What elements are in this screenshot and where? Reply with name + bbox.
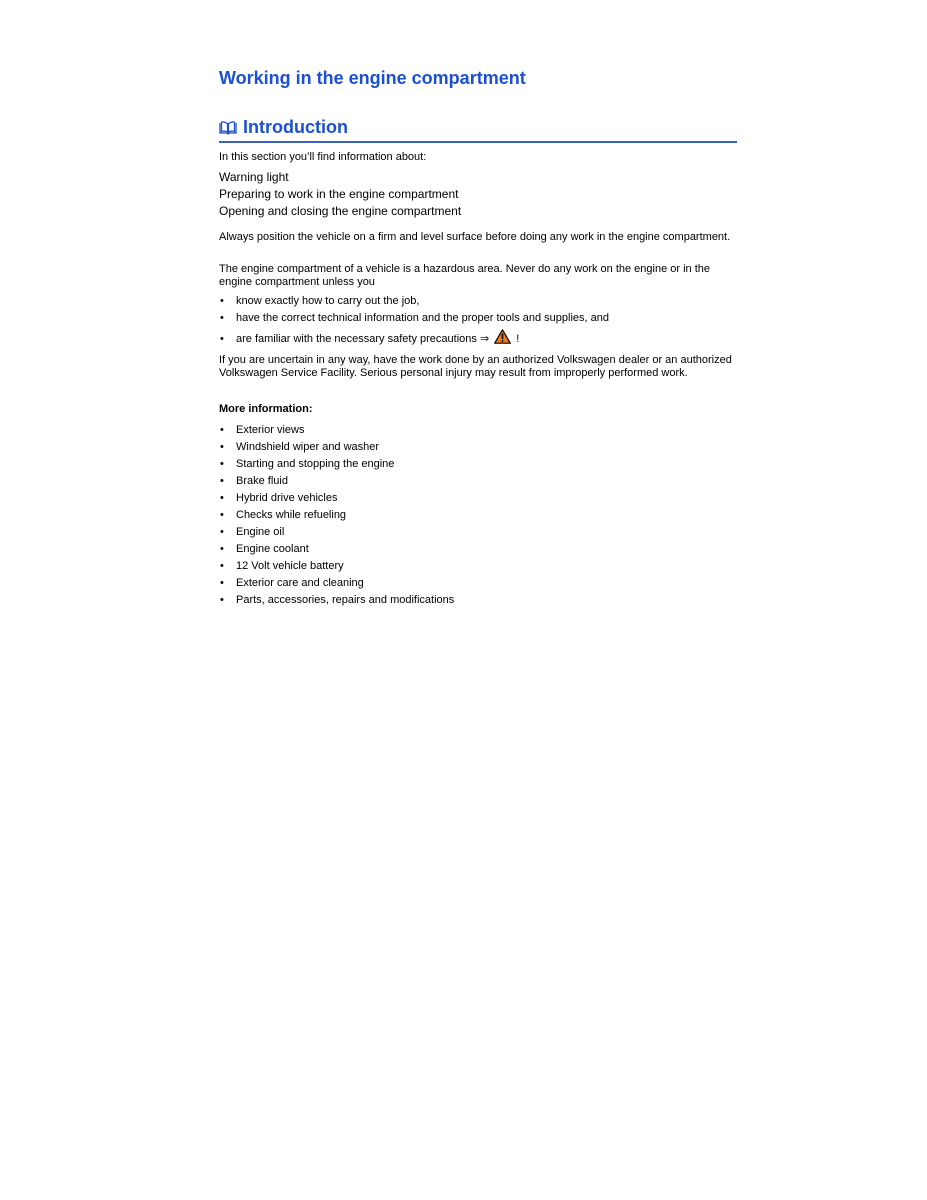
- topic-link-opening-closing[interactable]: Opening and closing the engine compartment: [219, 204, 462, 218]
- uncertain-note: If you are uncertain in any way, have the work done by an authorized Volkswagen dealer or an authorized Volkswagen Service Facility. Serious personal injury may result from improperly performed work.: [219, 354, 732, 379]
- list-item[interactable]: [219, 439, 734, 456]
- bullet-icon: •: [220, 509, 224, 521]
- bullet-icon: •: [220, 441, 224, 453]
- more-link-text[interactable]: Hybrid drive vehicles: [236, 492, 338, 504]
- list-item: [219, 327, 734, 349]
- bullet-icon: •: [220, 492, 224, 504]
- bullet-icon: •: [220, 560, 224, 572]
- bullet-icon: •: [220, 295, 224, 307]
- list-item[interactable]: [219, 490, 734, 507]
- more-link-text[interactable]: Exterior views: [236, 424, 305, 436]
- bullet-icon: •: [220, 424, 224, 436]
- more-link-text[interactable]: Engine coolant: [236, 543, 309, 555]
- more-information-list: [219, 422, 734, 609]
- bullet-icon: •: [220, 526, 224, 538]
- more-information-heading: More information:: [219, 403, 313, 415]
- bullet-icon: •: [220, 333, 224, 345]
- safety-conditions-list: [219, 293, 734, 349]
- intro-lead: In this section you’ll find information about:: [219, 151, 427, 163]
- more-link-text[interactable]: Parts, accessories, repairs and modifications: [236, 594, 455, 606]
- page-title: Working in the engine compartment: [219, 68, 526, 88]
- more-link-text[interactable]: 12 Volt vehicle battery: [236, 560, 344, 572]
- more-link-text[interactable]: Engine oil: [236, 526, 285, 538]
- warning-triangle-icon[interactable]: [494, 329, 511, 344]
- list-item[interactable]: [219, 422, 734, 439]
- precaution-text: are familiar with the necessary safety precautions ⇒: [236, 333, 490, 345]
- condition-text: have the correct technical information and the proper tools and supplies, and: [236, 312, 610, 324]
- precaution-suffix: !: [516, 333, 520, 345]
- list-item[interactable]: [219, 592, 734, 609]
- hazard-note: The engine compartment of a vehicle is a hazardous area. Never do any work on the engine or in the engine compartment unless you: [219, 263, 711, 288]
- bullet-icon: •: [220, 543, 224, 555]
- list-item[interactable]: [219, 524, 734, 541]
- list-item[interactable]: [219, 575, 734, 592]
- bullet-icon: •: [220, 475, 224, 487]
- condition-text: know exactly how to carry out the job,: [236, 295, 420, 307]
- more-link-text[interactable]: Checks while refueling: [236, 509, 347, 521]
- bullet-icon: •: [220, 577, 224, 589]
- more-link-text[interactable]: Starting and stopping the engine: [236, 458, 395, 470]
- more-link-text[interactable]: Exterior care and cleaning: [236, 577, 364, 589]
- section-header: [219, 117, 737, 143]
- list-item[interactable]: [219, 541, 734, 558]
- list-item: [219, 310, 734, 327]
- book-icon: [219, 121, 237, 135]
- bullet-icon: •: [220, 458, 224, 470]
- list-item[interactable]: [219, 473, 734, 490]
- topic-list: [219, 169, 461, 220]
- topic-link-preparing[interactable]: Preparing to work in the engine compartment: [219, 187, 459, 201]
- list-item[interactable]: [219, 558, 734, 575]
- topic-link-warning-light[interactable]: Warning light: [219, 170, 289, 184]
- list-item[interactable]: [219, 507, 734, 524]
- section-title: Introduction: [243, 117, 348, 137]
- position-note: Always position the vehicle on a firm and level surface before doing any work in the engine compartment.: [219, 231, 731, 243]
- list-item[interactable]: [219, 456, 734, 473]
- list-item: [219, 293, 734, 310]
- bullet-icon: •: [220, 594, 224, 606]
- more-link-text[interactable]: Brake fluid: [236, 475, 288, 487]
- bullet-icon: •: [220, 312, 224, 324]
- more-link-text[interactable]: Windshield wiper and washer: [236, 441, 380, 453]
